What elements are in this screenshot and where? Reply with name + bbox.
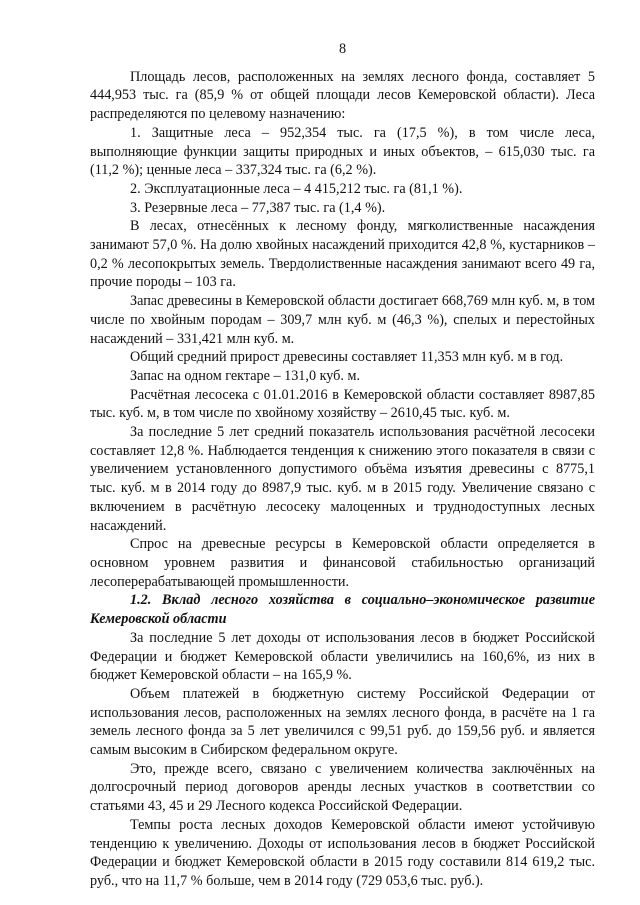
page-number: 8 <box>338 41 347 57</box>
paragraph-average-growth: Общий средний прирост древесины составляет 11,353 млн куб. м в год. <box>130 349 564 366</box>
list-item-operational-forests: 2. Эксплуатационные леса – 4 415,212 тыс. га (81,1 %). <box>130 180 463 197</box>
paragraph-allowable-cut: Расчётная лесосека с 01.01.2016 в Кемеровской области составляет 8987,85 тыс. куб. м, в том числе по хвойному хозяйству – 2610,45 тыс. куб. м. <box>90 386 595 422</box>
paragraph-income-growth: Темпы роста лесных доходов Кемеровской области имеют устойчивую тенденцию к увеличению. Доходы от использования лесов в бюджет Российской Федерации и бюджет Кемеровской области в 2015 году составили 814 619,2 тыс. руб., что на 11,7 % больше, чем в 2014 году (729 053,6 тыс. руб.). <box>90 816 595 889</box>
paragraph-forest-area: Площадь лесов, расположенных на землях лесного фонда, составляет 5 444,953 тыс. га (85,9 % от общей площади лесов Кемеровской области). Леса распределяются по целевому назначению: <box>90 68 595 123</box>
list-item-reserve-forests: 3. Резервные леса – 77,387 тыс. га (1,4 %). <box>130 199 386 216</box>
paragraph-budget-income: За последние 5 лет доходы от использования лесов в бюджет Российской Федерации и бюджет Кемеровской области увеличились на 160,6%, из них в бюджет Кемеровской области – на 165,9 %. <box>90 629 595 684</box>
paragraph-species-composition: В лесах, отнесённых к лесному фонду, мягколиственные насаждения занимают 57,0 %. На долю хвойных насаждений приходится 42,8 %, кустарников – 0,2 % лесопокрытых земель. Твердолиственные насаждения занимают всего 49 га, прочие породы – 103 га. <box>90 218 595 291</box>
list-item-protective-forests: 1. Защитные леса – 952,354 тыс. га (17,5 %), в том числе леса, выполняющие функции защиты природных и иных объектов, – 615,030 тыс. га (11,2 %); ценные леса – 337,324 тыс. га (6,2 %). <box>90 124 595 179</box>
section-heading: 1.2. Вклад лесного хозяйства в социально–экономическое развитие Кемеровской области <box>90 592 595 628</box>
paragraph-cut-usage: За последние 5 лет средний показатель использования расчётной лесосеки составляет 12,8 %. Наблюдается тенденция к снижению этого показателя в связи с увеличением установленного допустимого объёма изъятия древесины с 8775,1 тыс. куб. м в 2014 году до 8987,9 тыс. куб. м в 2015 году. Увеличение связано с включением в расчётную лесосеку малоценных и труднодоступных лесных насаждений. <box>90 424 595 534</box>
paragraph-payments-per-hectare: Объем платежей в бюджетную систему Российской Федерации от использования лесов, расположенных на землях лесного фонда, в расчёте на 1 га земель лесного фонда за 5 лет увеличился с 99,51 руб. до 159,56 руб. и является самым высоким в Сибирском федеральном округе. <box>90 685 595 759</box>
paragraph-timber-demand: Спрос на древесные ресурсы в Кемеровской области определяется в основном уровнем развития и финансовой стабильностью организаций лесоперерабатывающей промышленности. <box>90 536 595 590</box>
paragraph-timber-stock: Запас древесины в Кемеровской области достигает 668,769 млн куб. м, в том числе по хвойным породам – 309,7 млн куб. м (46,3 %), спелых и перестойных насаждений – 331,421 млн куб. м. <box>90 293 595 347</box>
paragraph-lease-agreements: Это, прежде всего, связано с увеличением количества заключённых на долгосрочный период договоров аренды лесных участков в соответствии со статьями 43, 45 и 29 Лесного кодекса Российской Федерации. <box>90 760 595 815</box>
document-page <box>90 40 595 891</box>
paragraph-stock-per-hectare: Запас на одном гектаре – 131,0 куб. м. <box>130 367 361 384</box>
